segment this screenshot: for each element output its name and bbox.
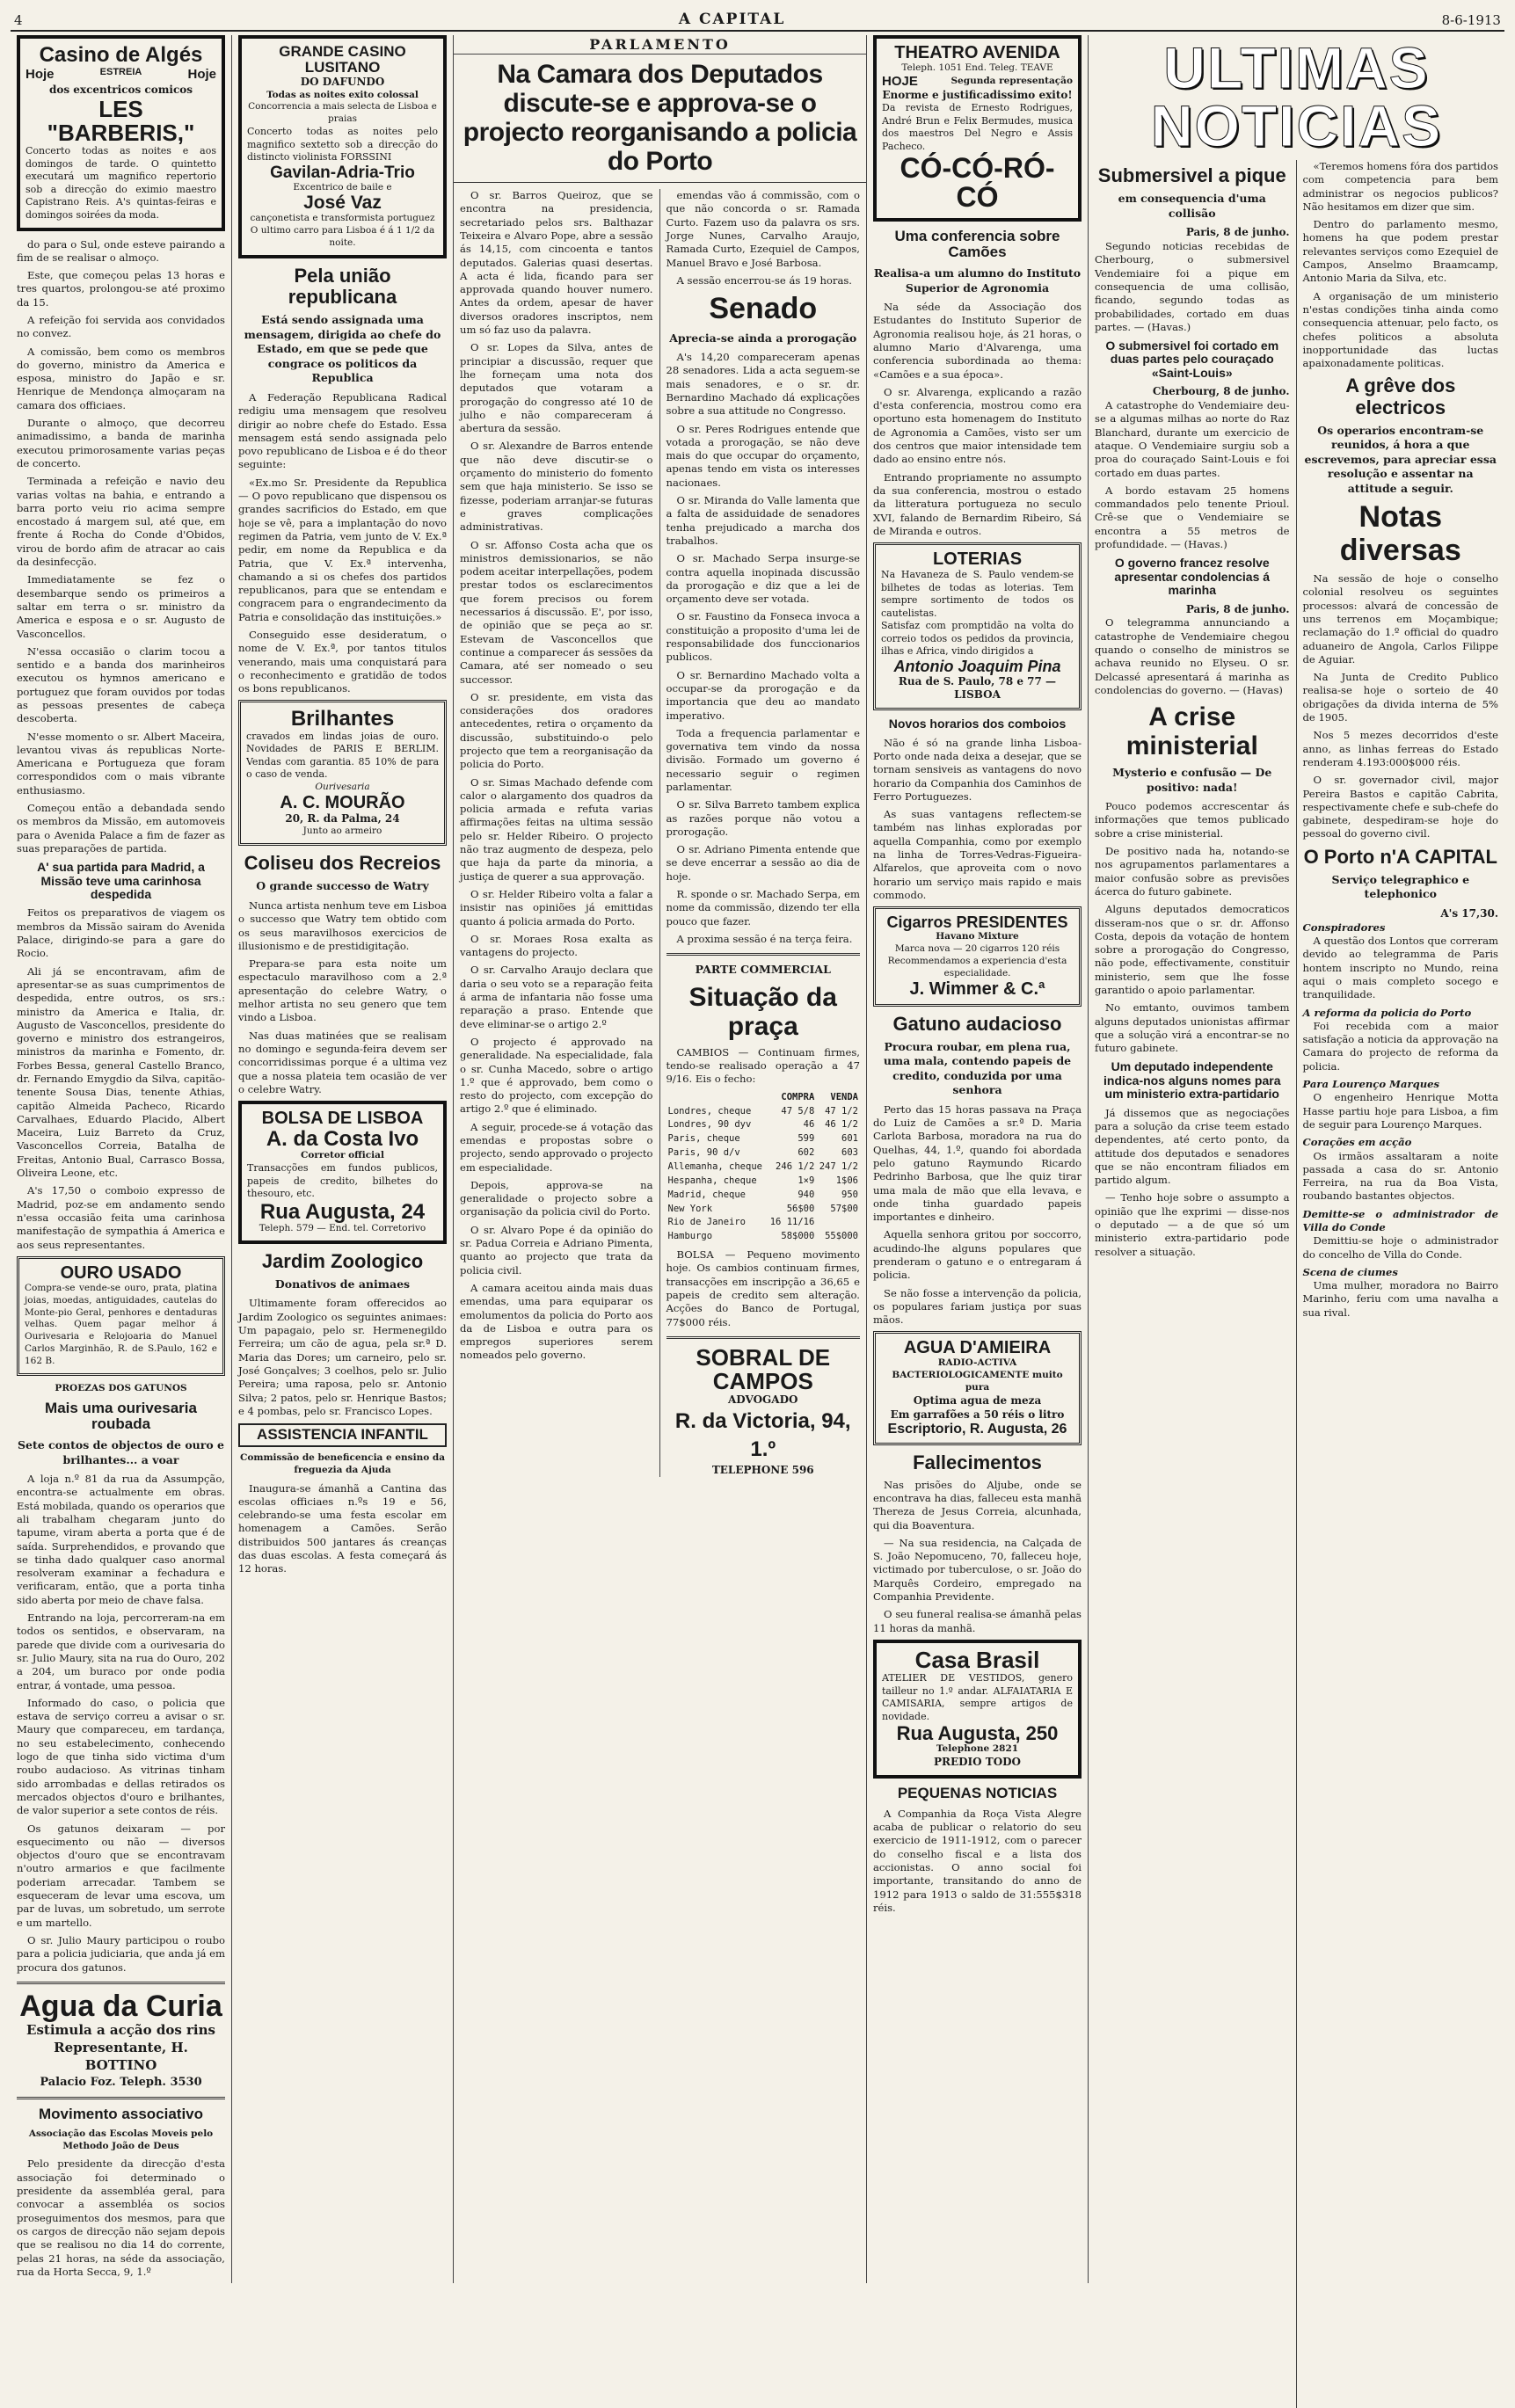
section-commercial: PARTE COMMERCIAL — [695, 963, 831, 977]
table-cell: 47 5/8 — [781, 1105, 815, 1117]
ad-theatro-body: Da revista de Ernesto Rodrigues, André Brun e Felix Bermudes, musica dos maestros Del Negro e Assis Pacheco. — [882, 102, 1073, 152]
paragraph: Uma mulher, moradora no Bairro Marinho, feriu com uma navalha a sua rival. — [1302, 1279, 1498, 1319]
paragraph: Nas duas matinées que se realisam no domingo e segunda-feira devem ser concorridissimas porque é a ultima vez que a nossa plateia tem ocasião de ver o celebre Watry. — [238, 1029, 447, 1095]
paragraph: Nas prisões do Aljube, onde se encontrava ha dias, falleceu esta manhã Thereza de Jesus Correia, alcunhada, qui dia Boaventura. — [873, 1478, 1082, 1531]
ad-theatro-phone: Teleph. 1051 End. Teleg. TEAVE — [901, 62, 1053, 73]
ultimas-right — [1297, 160, 1505, 2408]
ad-agua-addr: Escriptorio, R. Augusta, 26 — [887, 1421, 1067, 1437]
page-columns — [11, 35, 1504, 2278]
ad-brilhantes-title: Brilhantes — [290, 707, 395, 731]
ad-loterias-addr: Rua de S. Paulo, 78 e 77 — LISBOA — [898, 674, 1057, 702]
paragraph: A loja n.º 81 da rua da Assumpção, encontra-se actualmente em obras. Está mobilada, quando os operarios que ali trabalham chegaram junto do tapume, viram aberta a porta que é de saída. Surprehendidos, e provando que se tinha dado qualquer caso anormal resolveram examinar a fechadura e verificaram, então, que a porta tinha sido aberta por meio de chave falsa. — [17, 1473, 225, 1606]
paragraph: A proxima sessão é na terça feira. — [676, 932, 853, 945]
deck-greve: Os operarios encontram-se reunidos, á hora a que escrevemos, para apreciar essa resolução e assentar na attitude a seguir. — [1304, 423, 1497, 495]
ad-agua-line: Optima agua de meza — [913, 1394, 1042, 1408]
ad-brilhantes-addr: 20, R. da Palma, 24 — [285, 811, 400, 825]
paragraph: N'esse momento o sr. Albert Maceira, levantou vivas ás republicas Norte-Americana e Portugueza que foram correspondidos com o mais vibrante enthusiasmo. — [17, 730, 225, 797]
ad-casino-body: Concerto todas as noites e aos domingos de tarde. O quintetto executará um magnifico repertorio sob a direcção do eximio maestro Capistrano Reis. A's quintas-feiras e domingos soirées da moda. — [25, 145, 216, 221]
paragraph: A Companhia da Roça Vista Alegre acaba de publicar o relatorio do seu exercicio de 1911-1912, com o parecer do conselho fiscal e a lista dos accionistas. O anno social foi importante, transitando do anno de 1912 para 1913 o saldo de 31:555$318 réis. — [873, 1807, 1082, 1914]
table-cell: 940 — [798, 1189, 815, 1200]
ad-casino-lusitano — [238, 35, 447, 258]
table-cell: 601 — [841, 1133, 858, 1145]
paragraph: Depois, approva-se na generalidade o projecto sobre a organisação da policia civil do Porto. — [460, 1178, 653, 1219]
table-cell: 47 1/2 — [825, 1105, 858, 1117]
paragraph: Pelo presidente da direcção d'esta associação foi determinado o presidente da assembléa geral, para convocar a assembléa os socios proseguimentos dos mesmos, para que os cargos de direcção não sejam depois que se realisou no dia 14 do corrente, pelas 21 horas, na séde da associação, rua da Horta Secca, 9, 1.º — [17, 2157, 225, 2278]
parlamento-right — [660, 189, 867, 1477]
paragraph: O sr. Simas Machado defende com calor o alargamento dos quadros da policia armada e refuta varias affirmações feitas na ultima sessão pelo sr. Helder Ribeiro. O projecto não traz augmento de despeza, pelo que haja da parte da minoria, a justiça de querer a sua approvação. — [460, 775, 653, 883]
headline-governo-francez: O governo francez resolve apresentar condolencias á marinha — [1114, 556, 1271, 598]
ad-lusitano-act-desc: Excentrico de baile e — [293, 181, 392, 193]
ad-curia-line2: Representante, H. BOTTINO — [54, 2040, 188, 2074]
ad-casa-title: Casa Brasil — [914, 1646, 1040, 1673]
ad-agua-title: AGUA D'AMIEIRA — [903, 1338, 1052, 1358]
ad-brilhantes — [238, 700, 447, 846]
subhead: Scena de ciumes — [1302, 1265, 1398, 1278]
paragraph: O sr. Adriano Pimenta entende que se deve encerrar a sessão ao dia de hoje. — [666, 843, 860, 883]
ad-loterias — [873, 542, 1082, 710]
issue-date: 8-6-1913 — [1441, 12, 1501, 28]
paragraph: O sr. Alvarenga, explicando a razão d'esta conferencia, mostrou como era oportuno esta homenagem do Instituto de Agronomia a Camões, visto ser um dos centros que maior intensidade tem dado ao ensino entre nós. — [873, 385, 1082, 466]
table-row — [666, 1189, 861, 1203]
deck-ourivesaria: Sete contos de objectos de ouro e brilhantes... a voar — [17, 1438, 224, 1466]
paragraph: Toda a frequencia parlamentar e governativa tem vindo da nossa divisão. Formado um governo é necessario seguir o regimen parlamentar. — [666, 726, 860, 793]
ad-bolsa-lisboa — [238, 1101, 447, 1244]
headline-jardim: Jardim Zoologico — [261, 1249, 424, 1272]
paragraph: Entrando propriamente no assumpto da sua conferencia, mostrou o estado da litteratura portugueza no seculo XVI, falando de Bernardim Ribeiro, Sá de Miranda e outros. — [873, 470, 1082, 537]
paragraph: O engenheiro Henrique Motta Hasse partiu hoje para Lisboa, a fim de seguir para Lourenço Marques. — [1302, 1091, 1498, 1131]
headline-assistencia: ASSISTENCIA INFANTIL — [238, 1423, 447, 1447]
column-4 — [867, 35, 1089, 2283]
ad-casa-body: ATELIER DE VESTIDOS, genero tailleur no 1.º andar. ALFAIATARIA E CAMISARIA, sempre artigos de novidade. — [882, 1672, 1073, 1722]
paragraph: R. sponde o sr. Machado Serpa, em nome da commissão, dizendo ter ella pouco que fazer. — [666, 888, 860, 928]
ad-casino-act: LES "BARBERIS," — [47, 95, 195, 147]
table-row — [666, 1132, 861, 1146]
page-number: 4 — [14, 12, 23, 28]
column-ultimas — [1089, 35, 1504, 2283]
deck-submersivel: em consequencia d'uma collisão — [1118, 192, 1266, 220]
ad-theatro-hoje: HOJE — [882, 73, 918, 89]
table-cell: 46 1/2 — [825, 1119, 858, 1131]
table-cell: 57$00 — [830, 1203, 858, 1214]
headline-porto: O Porto n'A CAPITAL — [1303, 845, 1497, 868]
ad-casa-addr: Rua Augusta, 250 — [896, 1722, 1059, 1745]
deck-coliseu: O grande successo de Watry — [256, 879, 429, 893]
paragraph: No emtanto, ouvimos tambem alguns deputados unionistas affirmar que a solução virá a encontrar-se no futuro gabinete. — [1095, 1001, 1290, 1055]
paragraph: A questão dos Lontos que correram devido ao telegramma de Paris hontem inscripto no Mundo, reina aqui o mais completo socego e tranquilidade. — [1302, 935, 1498, 1001]
paragraph: Na Junta de Credito Publico realisa-se hoje o sorteio de 40 obrigações da divida interna de 5% de 1905. — [1302, 671, 1498, 724]
ultimas-left — [1089, 160, 1297, 2408]
ad-hoje-left: Hoje — [25, 67, 55, 83]
table-cell: 16 11/16 — [769, 1217, 815, 1228]
paragraph: A refeição foi servida aos convidados no convez. — [17, 313, 225, 340]
ad-ouro-usado — [17, 1256, 225, 1376]
paragraph: O sr. Peres Rodrigues entende que votada a prorogação, se não deve mais do que occupar do orçamento, apenas tendo em vista os interesses nacionaes. — [666, 422, 860, 489]
headline-cortado: O submersivel foi cortado em duas partes pelo couraçado «Saint-Louis» — [1105, 338, 1279, 380]
ad-lusitano-footer: O ultimo carro para Lisboa é á 1 1/2 da noite. — [250, 225, 435, 249]
headline-deputado: Um deputado independente indica-nos alguns nomes para um ministerio extra-partidario — [1103, 1059, 1281, 1102]
headline-submersivel: Submersivel a pique — [1097, 164, 1286, 186]
paragraph: Conseguido esse desideratum, o nome de V. Ex.ª, por tantos titulos venerando, mais uma conquistará para o reconhecimento e gratidão de todos os bons republicanos. — [238, 628, 447, 695]
paragraph: Perto das 15 horas passava na Praça do Luiz de Camões a sr.ª D. Maria Carlota Barbosa, moradora na rua do Quelhas, 44, 1.º, quando foi abordada pelo gatuno Raymundo Ricardo Pedrinho Barbosa, que lhe quiz tirar uma mala de mão que ella levava, e onde tinha guardado papeis importantes e dinheiro. — [873, 1102, 1082, 1224]
table-row — [666, 1203, 861, 1217]
section-header — [454, 35, 866, 55]
headline-movimento: Movimento associativo — [38, 2106, 204, 2123]
paragraph: O sr. presidente, em vista das considerações dos oradores antecedentes, retira o orçamento da discussão, substituindo-o pelo projecto que tem a reorganisação da policia do Porto. — [460, 690, 653, 771]
headline-pequenas: PEQUENAS NOTICIAS — [897, 1785, 1058, 1802]
paragraph: emendas vão á commissão, com o que não concorda o sr. Ramada Curto. Fazem uso da palavra os srs. Jorge Nunes, Carvalho Araujo, Ramada Curto, Ezequiel de Campos, Manuel Bravo e José Barbosa. — [666, 189, 860, 269]
table-cell: 246 1/2 — [776, 1160, 815, 1172]
ad-sobral-phone: TELEPHONE 596 — [711, 1463, 814, 1476]
dateline: Cherbourg, 8 de junho. — [1152, 385, 1290, 398]
table-row — [666, 1146, 861, 1160]
column-2 — [232, 35, 454, 2283]
paragraph: O sr. Julio Maury participou o roubo para a policia judiciaria, que anda já em procura dos gatunos. — [17, 1933, 225, 1974]
table-row — [666, 1160, 861, 1175]
table-cell: COMPRA — [781, 1091, 815, 1102]
paragraph: Já dissemos que as negociações para a solução da crise teem estado dependentes, até certo ponto, da attitude dos deputados e senadores que se não encontram filiados em partido algum. — [1095, 1106, 1290, 1187]
paragraph: O sr. Faustino da Fonseca invoca a constituição a proposito d'uma lei de responsabilidade dos funccionarios publicos. — [666, 610, 860, 664]
ad-loterias-line2: Satisfaz com promptidão na volta do correio todos os pedidos da provincia, ilhas e Africa, vindo dirigidos a — [881, 620, 1074, 658]
paragraph: «Ex.mo Sr. Presidente da Republica — O povo republicano que dispensou os grandes sacrificios do Estado, em que hoje se vê, para a implantação do novo regimen da Patria, vem junto de V. Ex.ª pedir, em nome da Republica e da Patria, que V. Ex.ª intervenha, chamando a si os chefes dos partidos republicanos, para que se entendam e congracem para o engrandecimento da Patria e consolidação das instituições.» — [238, 476, 447, 623]
paragraph: Nos 5 mezes decorridos d'este anno, as linhas ferreas do Estado renderam 4.193:000$000 réis. — [1302, 729, 1498, 768]
headline-situacao-praca: Situação da praça — [688, 982, 837, 1041]
ad-brilhantes-shop: A. C. MOURÃO — [280, 792, 405, 812]
paragraph: Dentro do parlamento mesmo, homens ha que podem prestar relevantes serviços como Ezequiel de Campos, Anselmo Braamcamp, Antonio Maria da Silva, etc. — [1302, 218, 1498, 285]
ultimas-subcolumns — [1089, 160, 1504, 2408]
ad-brilhantes-body: cravados em lindas joias de ouro. Novidades de PARIS E BERLIM. Vendas com garantia. 85 10% de para o caso de venda. — [246, 730, 439, 781]
table-header — [666, 1091, 861, 1105]
table-cell: 55$000 — [825, 1231, 858, 1242]
table-cell: 599 — [798, 1133, 815, 1145]
ad-ouro-body: Compra-se vende-se ouro, prata, platina joias, moedas, antiguidades, cautelas do Monte-pio Geral, penhores e dentaduras velhas. Quem pagar melhor á Ourivesaria e Relojoaria do Manuel Carlos Marginhão, R. de S.Paulo, 162 e 162 B. — [25, 1282, 217, 1367]
table-cell: New York — [667, 1203, 713, 1214]
table-cell — [666, 1091, 768, 1105]
paragraph: Ultimamente foram offerecidos ao Jardim Zoologico os seguintes animaes: Um papagaio, pelo sr. Hermenegildo Ferreira; um cão de agua, pela sr.ª D. Maria das Dores; um carneiro, pelo sr. José Gonçalves; 3 coelhos, pelo sr. Julio Pereira; uma raposa, pelo sr. Antonio Silva; 2 patos, pelo sr. Henrique Bastos; e 4 pombas, pelo sr. Francisco Lopes. — [238, 1297, 447, 1417]
table-cell — [816, 1216, 860, 1230]
ad-bolsa-phone: Teleph. 579 — End. tel. Corretorivo — [259, 1222, 426, 1233]
paragraph: O sr. Machado Serpa insurge-se contra aquella inopinada discussão da prorogação e diz que a lei de orçamento deve ser votada. — [666, 552, 860, 606]
deck-uniao-republicana: Está sendo assignada uma mensagem, dirigida ao chefe do Estado, em que se pede que congrace os politicos da Republica — [244, 313, 441, 385]
ad-cigarros-sub: Havano Mixture — [936, 931, 1019, 942]
headline-coliseu: Coliseu dos Recreios — [244, 852, 441, 875]
ad-cigarros-line: Marca nova — 20 cigarros 120 réis — [894, 942, 1060, 954]
ad-lusitano-star: José Vaz — [303, 193, 382, 214]
paragraph: CAMBIOS — Continuam firmes, tendo-se realisado operação a 47 9/16. Eis o fecho: — [666, 1045, 860, 1086]
deck-senado: Aprecia-se ainda a prorogação — [669, 331, 857, 345]
paragraph: Demittiu-se hoje o administrador do concelho de Villa do Conde. — [1302, 1234, 1498, 1261]
paragraph: A organisação de um ministerio n'estas condições tinha ainda como consequencia attenuar, pelo facto, os chefes politicos a absoluta inopportunidade das luctas apaixonadamente politicas. — [1302, 289, 1498, 370]
paragraph: O sr. Alvaro Pope é da opinião do sr. Padua Correia e Adriano Pimenta, quanto ao projecto que trata da policia civil. — [460, 1223, 653, 1277]
paragraph: A catastrophe do Vendemiaire deu-se a algumas milhas ao norte do Raz Blanchard, durante um exercicio de ataque. O Vendemiaire surgiu sob a proa do couraçado Saint-Louis e foi cortado em duas partes. — [1095, 399, 1290, 479]
ad-lusitano-line1: Todas as noites exito colossal — [266, 89, 419, 100]
ad-estreia: ESTREIA — [99, 67, 142, 78]
exchange-table — [666, 1091, 861, 1244]
ad-bolsa-role: Corretor official — [301, 1150, 384, 1161]
ad-lusitano-place: DO DAFUNDO — [300, 75, 385, 88]
paragraph: A's 17,50 o comboio expresso de Madrid, poz-se em andamento sendo n'essa occasião feita uma carinhosa manifestação de sympathia á America e aos seus representantes. — [17, 1184, 225, 1251]
table-row — [666, 1216, 861, 1230]
paragraph: Prepara-se para esta noite um espectaculo maravilhoso com a 2.ª apresentação do celebre Watry, o melhor artista no seu genero que tem vindo a Lisboa. — [238, 957, 447, 1024]
column-parlamento — [454, 35, 867, 2283]
ad-theatro-second: Segunda representação — [951, 75, 1073, 86]
ad-bolsa-body: Transacções em fundos publicos, papeis de credito, bilhetes do thesouro, etc. — [247, 1162, 438, 1200]
paragraph: Pouco podemos accrescentar ás informações que temos publicado sobre a crise ministerial. — [1095, 800, 1290, 840]
deck-movimento: Associação das Escolas Moveis pelo Methodo João de Deus — [28, 2128, 214, 2151]
ad-sobral — [666, 1343, 861, 1478]
paragraph: Segundo noticias recebidas de Cherbourg, o submersivel Vendemiaire foi a pique em consequencia de uma collisão, ficando, segundo todas as probabilidades, cortado em duas partes. — (Havas.) — [1095, 240, 1290, 333]
paragraph: O sr. Lopes da Silva, antes de principiar a discussão, requer que lhe forneçam uma nota dos deputados que votaram a prorogação do congresso até 10 de julho e não compareceram á abertura da sessão. — [460, 341, 653, 435]
ad-agua-amieira — [873, 1331, 1082, 1444]
paragraph: O sr. Helder Ribeiro volta a falar a insistir nas opiniões já emittidas quanto á policia armada do Porto. — [460, 887, 653, 928]
deck-camoes: Realisa-a um alumno do Instituto Superior de Agronomia — [873, 266, 1082, 295]
deck-jardim: Donativos de animaes — [274, 1277, 411, 1291]
headline-gatuno: Gatuno audacioso — [892, 1012, 1062, 1035]
banner-ultimas-noticias: ULTIMAS NOTICIAS — [1150, 35, 1443, 158]
deck-porto: Serviço telegraphico e telephonico — [1331, 872, 1470, 901]
ad-casa-footer: PREDIO TODO — [933, 1756, 1022, 1769]
table-cell: 950 — [841, 1189, 858, 1200]
headline-comboios: Novos horarios dos comboios — [888, 717, 1067, 731]
table-cell: 602 — [798, 1147, 815, 1159]
ad-sobral-role: ADVOGADO — [728, 1393, 798, 1407]
ad-loterias-line1: Na Havaneza de S. Paulo vendem-se bilhetes de todas as loterias. Tem sempre sortimento de todos os cautelistas. — [881, 569, 1074, 619]
ad-hoje-right: Hoje — [187, 67, 216, 83]
paragraph: O sr. Miranda do Valle lamenta que a falta de assiduidade de senadores tenha prejudicado a marcha dos trabalhos. — [666, 494, 860, 547]
paragraph: Terminada a refeição e navio deu varias voltas na bahia, e entrando a barra porto veiu rio acima sempre encostado á margem sul, até que, em frente á Rocha do Conde d'Obidos, virou de bordo afim de atracar ao cais da desinfecção. — [17, 475, 225, 569]
paragraph: Alguns deputados democraticos disseram-nos que o sr. dr. Affonso Costa, depois da votação de hontem sobre a prorogação do Congresso, não pode, effectivamente, constituir ministerio, sem que lhe fosse garantido o apoio parlamentar. — [1095, 903, 1290, 996]
parlamento-left — [454, 189, 660, 1477]
paragraph: De positivo nada ha, notando-se nos agrupamentos parlamentares a maior confusão sobre as previsões ácerca do futuro gabinete. — [1095, 845, 1290, 898]
ad-lusitano-line2: Concorrencia a mais selecta de Lisboa e praias — [248, 101, 437, 125]
paragraph: O sr. Bernardino Machado volta a occupar-se da prorogação e da importancia que deu ao mandato imperativo. — [666, 668, 860, 722]
headline-senado: Senado — [709, 292, 818, 326]
table-cell: 58$000 — [781, 1231, 815, 1242]
ad-casino-title: Casino de Algés — [39, 43, 203, 67]
ad-lusitano-title: GRANDE CASINO LUSITANO — [279, 43, 406, 76]
paragraph: O sr. Alexandre de Barros entende que não deve discutir-se o orçamento do ministerio do fomento sem que haja ministerio. Se isso se fizesse, poderiam arranjar-se futuras e graves complicações administrativas. — [460, 440, 653, 534]
table-row — [666, 1230, 861, 1244]
ad-casino-line: dos excentricos comicos — [48, 83, 193, 96]
table-cell: 603 — [841, 1147, 858, 1159]
paragraph: A bordo estavam 25 homens commandados pelo tenente Prioul. Crê-se que o Vendemiaire se encontra a 55 metros de profundidade. — (Havas.) — [1095, 484, 1290, 551]
table-cell: 46 — [803, 1119, 815, 1131]
paragraph: Foi recebida com a maior satisfação a noticia da approvação na Camara do projecto de reforma da policia. — [1302, 1019, 1498, 1073]
paragraph: A's 14,20 compareceram apenas 28 senadores. Lida a acta seguem-se mais senadores, e o sr. dr. Bernardino Machado dá explicações sobre a sua attitude no Congresso. — [666, 351, 860, 418]
table-cell: Paris, 90 d/v — [667, 1147, 740, 1159]
ad-cigarros-rec: Recommendamos a experiencia d'esta especialidade. — [887, 955, 1067, 978]
table-row — [666, 1105, 861, 1119]
paragraph: Durante o almoço, que decorreu animadissimo, a banda de marinha executou primorosamente varias peças de concerto. — [17, 417, 225, 469]
subhead: A reforma da policia do Porto — [1302, 1006, 1472, 1019]
paragraph: BOLSA — Pequeno movimento hoje. Os cambios continuam firmes, transacções em inscripção a 36,65 e papeis de credito sem alteração. Acções do Banco de Portugal, 77$000 réis. — [666, 1248, 860, 1328]
table-row — [666, 1175, 861, 1189]
paragraph: O sr. Silva Barreto tambem explica as razões porque não votou a prorogação. — [666, 798, 860, 838]
section-parlamento: PARLAMENTO — [589, 36, 731, 53]
paragraph: Informado do caso, o policia que estava de serviço correu a avisar o sr. Maury que compareceu, em tardança, no seu estabelecimento, conhecendo logo de que tinha sido victima d'um roubo audacioso. As vitrinas tinham sido arrombadas e dellas retirados os mercados objectos d'ouro e brilhantes, de valor superior a sete contos de réis. — [17, 1696, 225, 1817]
ad-agua-curia — [17, 1991, 225, 2090]
paragraph: O sr. Affonso Costa acha que os ministros demissionarios, se não podem aceitar interpellações, podem prestar todos os esclarecimentos que forem precisos ou forem necessarios á discussão. E', por isso, de opinião que se peça ao sr. Estevam de Vasconcellos que continue a comparecer ás sessões da Camara, até ser nomeado o seu successor. — [460, 538, 653, 686]
ad-brilhantes-shop-label: Ourivesaria — [315, 781, 370, 792]
paragraph: Não é só na grande linha Lisboa-Porto onde nada deixa a desejar, que se tornam sensiveis as vantagens do novo horario da Companhia dos Caminhos de Ferro Portuguezes. — [873, 736, 1082, 803]
parlamento-columns — [454, 189, 866, 1477]
ad-bolsa-addr: Rua Augusta, 24 — [259, 1199, 426, 1224]
ad-loterias-title: LOTERIAS — [932, 549, 1023, 570]
paragraph: O seu funeral realisa-se ámanhã pelas 11 horas da manhã. — [873, 1608, 1082, 1634]
ad-lusitano-act: Gavilan-Adria-Trio — [270, 163, 415, 182]
paragraph: Inaugura-se ámanhã a Cantina das escolas officiaes n.ºs 19 e 56, celebrando-se uma festa escolar em homenagem a Camões. Serão distribuidos 500 jantares ás creanças das duas escolas. A festa começará ás 12 horas. — [238, 1481, 447, 1575]
ad-lusitano-star-desc: cançonetista e transformista portuguez — [250, 213, 435, 224]
table-cell: VENDA — [830, 1091, 858, 1102]
headline-camara-deputados: Na Camara dos Deputados discute-se e approva-se o projecto reorganisando a policia do Porto — [463, 60, 857, 177]
dateline: Paris, 8 de junho. — [1185, 602, 1290, 615]
headline-missao-partida: A' sua partida para Madrid, a Missão teve uma carinhosa despedida — [37, 860, 205, 902]
headline-ourivesaria: Mais uma ourivesaria roubada — [45, 1399, 197, 1433]
table-cell: Rio de Janeiro — [667, 1217, 747, 1228]
headline-camoes: Uma conferencia sobre Camões — [894, 227, 1060, 261]
paragraph: — Na sua residencia, na Calçada de S. João Nepomuceno, 70, falleceu hoje, victimado por tuberculose, o sr. João do Marquês Cordeiro, empregado na Companhia Previdente. — [873, 1536, 1082, 1604]
table-cell: Londres, cheque — [667, 1105, 752, 1117]
paragraph: O sr. Barros Queiroz, que se encontra na presidencia, secretariado pelos srs. Balthazar Teixeira e Alvaro Pope, abre a sessão ás 14,15, com cincoenta e tantos deputados. Galerias quasi desertas. A acta é lida, ficando para ser approvada quando houver numero. Antes da ordem, apesar de haver diversos oradores inscriptos, nem um só faz uso da palavra. — [460, 189, 653, 337]
paragraph: Na séde da Associação dos Estudantes do Instituto Superior de Agronomia realisou hoje, ás 21 horas, o alumno Mario d'Alvarenga, uma conferencia subordinada ao thema: «Camões e a sua época». — [873, 301, 1082, 381]
paragraph: «Teremos homens fóra dos partidos com competencia para bem administrar os negocios publicos? Não hesitamos em dizer que sim. — [1302, 160, 1498, 213]
paragraph: A sessão encerrou-se ás 19 horas. — [676, 273, 852, 287]
headline-fallecimentos: Fallecimentos — [913, 1451, 1042, 1473]
ad-theatro-avenida — [873, 35, 1082, 222]
table-cell: Hespanha, cheque — [667, 1175, 757, 1186]
paragraph: O sr. governador civil, major Pereira Bastos e capitão Cabrita, respectivamente chefe e sub-chefe do gabinete, despediram-se hoje do pessoal do governo civil. — [1302, 774, 1499, 840]
subhead: Para Lourenço Marques — [1302, 1078, 1440, 1091]
ad-brilhantes-addr2: Junto ao armeiro — [302, 826, 382, 837]
paragraph: A Federação Republicana Radical redigiu uma mensagem que resolveu dirigir ao nobre chefe do Estado. Essa mensagem está sendo assignada pelo povo republicano de Lisboa e é do theor seguinte: — [238, 390, 447, 471]
paragraph: Feitos os preparativos de viagem os membros da Missão sairam do Avenida Palace, dirigindo-se para a gare do Rocio. — [17, 906, 225, 960]
table-cell: 1×9 — [798, 1175, 815, 1186]
ad-casa-brasil — [873, 1640, 1082, 1779]
table-cell: Hamburgo — [667, 1231, 713, 1242]
ad-curia-title: Agua da Curia — [19, 1989, 222, 2023]
subhead: Demitte-se o administrador de Villa do Conde — [1302, 1207, 1498, 1233]
paragraph: Entrando na loja, percorreram-na em todos os sentidos, e observaram, na parede que divide com a ourivesaria do sr. Julio Maury, sita na rua do Ouro, 202 a 204, um buraco por onde podia entrar, á vontade, uma pessoa. — [17, 1611, 225, 1691]
section-gatunos: PROEZAS DOS GATUNOS — [55, 1382, 187, 1393]
ad-sobral-name: SOBRAL DE CAMPOS — [696, 1343, 831, 1395]
ad-theatro-show: CÓ-CÓ-RÓ-CÓ — [900, 151, 1055, 214]
deck-assistencia: Commissão de beneficencia e ensino da freguezia da Ajuda — [239, 1451, 446, 1475]
table-cell: Paris, cheque — [667, 1133, 740, 1145]
table-cell: Allemanha, cheque — [667, 1160, 762, 1172]
paragraph: Os irmãos assaltaram a noite passada a casa do sr. Antonio Ferreira, na rua da Boa Vista, roubando bastantes objectos. — [1302, 1149, 1498, 1203]
ad-curia-line3: Palacio Foz. Teleph. 3530 — [40, 2075, 202, 2089]
table-cell: 247 1/2 — [819, 1160, 858, 1172]
headline-crise: A crise ministerial — [1125, 702, 1258, 761]
paragraph: Aquella senhora gritou por soccorro, acudindo-lhe alguns populares que prenderam o gatuno e o entregaram á policia. — [873, 1228, 1082, 1282]
subhead: Conspiradores — [1302, 920, 1386, 934]
article-missao-text — [17, 238, 225, 856]
subhead: Corações em acção — [1302, 1136, 1412, 1149]
ad-cigarros — [873, 906, 1082, 1006]
paragraph: Este, que começou pelas 13 horas e tres quartos, prolongou-se até proximo da 15. — [17, 269, 225, 309]
paragraph: O sr. Moraes Rosa exalta as vantagens do projecto. — [460, 932, 653, 959]
dateline: Paris, 8 de junho. — [1185, 226, 1290, 239]
headline-greve: A grêve dos electricos — [1345, 375, 1456, 418]
ad-sobral-addr: R. da Victoria, 94, 1.º — [674, 1409, 851, 1461]
table-cell: Londres, 90 dyv — [667, 1119, 752, 1131]
ad-agua-sub: RADIO-ACTIVA BACTERIOLOGICAMENTE muito pura — [892, 1357, 1063, 1393]
newspaper-title: A CAPITAL — [678, 11, 786, 28]
paragraph: O telegramma annunciando a catastrophe de Vendemiaire chegou quando o conselho de ministros se achava reunido no Elyseu. O sr. Delcassé apresentará á marinha as condolencias do governo. — (Havas) — [1095, 616, 1290, 696]
dateline: A's 17,30. — [1440, 906, 1498, 920]
deck-crise: Mysterio e confusão — De positivo: nada! — [1112, 766, 1272, 794]
ad-cigarros-title: Cigarros PRESIDENTES — [886, 913, 1068, 932]
paragraph: N'essa occasião o clarim tocou a sentido e a banda dos marinheiros executou os hymnos americano e portuguez que foram ouvidos por todas as pessoas presentes de cabeça descoberta. — [17, 644, 225, 725]
ad-lusitano-body: Concerto todas as noites pelo magnifico sextetto sob a direcção do distincto violinista FORSSINI — [247, 126, 438, 164]
masthead — [11, 7, 1504, 32]
paragraph: Nunca artista nenhum teve em Lisboa o successo que Watry tem obtido com os seus maravilhosos exercicios de illusionismo e de prestidigitação. — [238, 898, 447, 952]
table-cell: 56$00 — [786, 1203, 815, 1214]
headline-notas: Notas diversas — [1339, 500, 1461, 567]
ad-bolsa-title: BOLSA DE LISBOA — [261, 1109, 424, 1129]
ad-bolsa-name: A. da Costa Ivo — [266, 1127, 419, 1152]
ad-ouro-title: OURO USADO — [60, 1262, 182, 1283]
paragraph: Ali já se encontravam, afim de apresentar-se as suas cumprimentos de despedida, entre outros, os srs.: ministro da America e Italia, dr. Augusto de Vasconcellos, presidente do governo e ministro dos estrangeiros, ministros da marinha e Fomento, dr. Forbes Bessa, general Castello Branco, dr. Fernando Emygdio da Silva, capitão-tenente Sousa Dias, tenente Athias, capitão Almeida Pacheco, Ricardo Carvalhaes, Eduardo Placido, Albert Maceira, Luiz Barreto da Cruz, Vasconcellos Correia, Batalha de Freitas, Antonio Bual, Carrasco Bossa, Oliveira Leone, etc. — [17, 964, 225, 1180]
paragraph: As suas vantagens reflectem-se também nas linhas exploradas por aquella Companhia, como por exemplo na linha de Torres-Vedras-Figueira-Alfarelos, que aproveita com o novo horario um serviço mais rapido e mais commodo. — [873, 808, 1082, 901]
paragraph: Começou então a debandada sendo os membros da Missão, em automoveis para o Avenida Palace a fim de fazer as suas preparações de partida. — [17, 802, 225, 855]
paragraph: — Tenho hoje sobre o assumpto a opinião que lhe exprimi — disse-nos o deputado — a de que só um ministerio extra-partidario pode resolver a situação. — [1095, 1191, 1290, 1258]
table-cell: Madrid, cheque — [667, 1189, 747, 1200]
paragraph: Os gatunos deixaram — por esquecimento ou não — diversos objectos d'ouro que se encontravam n'outro armarios e que facilmente poderiam arrecadar. Tambem se esqueceram de levar uma escova, um par de luvas, um sobretudo, um serrote e um martello. — [17, 1822, 225, 1929]
ad-theatro-title: THEATRO AVENIDA — [894, 43, 1060, 62]
paragraph: do para o Sul, onde esteve pairando a fim de se realisar o almoço. — [17, 237, 225, 264]
paragraph: Se não fosse a intervenção da policia, os populares fariam justiça por suas mãos. — [873, 1286, 1082, 1327]
paragraph: A camara aceitou ainda mais duas emendas, uma para equiparar os emolumentos da policia do Porto aos da de Lisboa e outra para os empregos superiores serem nomeados pelo governo. — [460, 1281, 653, 1362]
ad-agua-price: Em garrafões a 50 réis o litro — [890, 1408, 1065, 1421]
ad-casa-phone: Telephone 2821 — [936, 1743, 1019, 1755]
deck-gatuno: Procura roubar, em plena rua, uma mala, contendo papeis de credito, conduzida por uma senhora — [883, 1039, 1072, 1097]
ad-theatro-line: Enorme e justificadissimo exito! — [882, 88, 1073, 101]
headline-uniao-republicana: Pela união republicana — [288, 265, 397, 309]
ad-loterias-name: Antonio Joaquim Pina — [893, 657, 1061, 675]
paragraph: O projecto é approvado na generalidade. Na especialidade, fala o sr. Cunha Macedo, sobre o artigo 1.º que é approvado, bem como o resto do projecto, com excepção do artigo 2.º que é eliminado. — [460, 1035, 653, 1116]
table-cell: 1$06 — [835, 1175, 858, 1186]
paragraph: Na sessão de hoje o conselho colonial resolveu os seguintes processos: alvará de concessão de uns terrenos em Moçambique; reclamação do 1.º official do quadro aduaneiro de Angola, Carlos Filippe de Aguiar. — [1302, 572, 1498, 666]
paragraph: Immediatamente se fez o desembarque sendo os primeiros a saltar em terra o sr. ministro da America e esposa e o sr. Augusto de Vasconcellos. — [17, 573, 225, 640]
paragraph: O sr. Carvalho Araujo declara que daria o seu voto se a reparação feita á arma de infantaria não fosse uma reparação a praso. Entende que deve eliminar-se o artigo 2.º — [460, 964, 653, 1030]
paragraph: A seguir, procede-se á votação das emendas e propostas sobre o projecto, sendo approvado o projecto em especialidade. — [460, 1120, 653, 1174]
column-1 — [11, 35, 232, 2283]
ad-cigarros-brand: J. Wimmer & C.ª — [909, 978, 1045, 999]
ad-curia-line1: Estimula a acção dos rins — [26, 2022, 215, 2039]
table-row — [666, 1118, 861, 1132]
paragraph: A comissão, bem como os membros do governo, ministro da America e esposa, ministro do Japão e sr. Henrique de Mendonça almoçaram na camara dos officiaes. — [17, 345, 225, 411]
ad-casino-alges — [17, 35, 225, 231]
